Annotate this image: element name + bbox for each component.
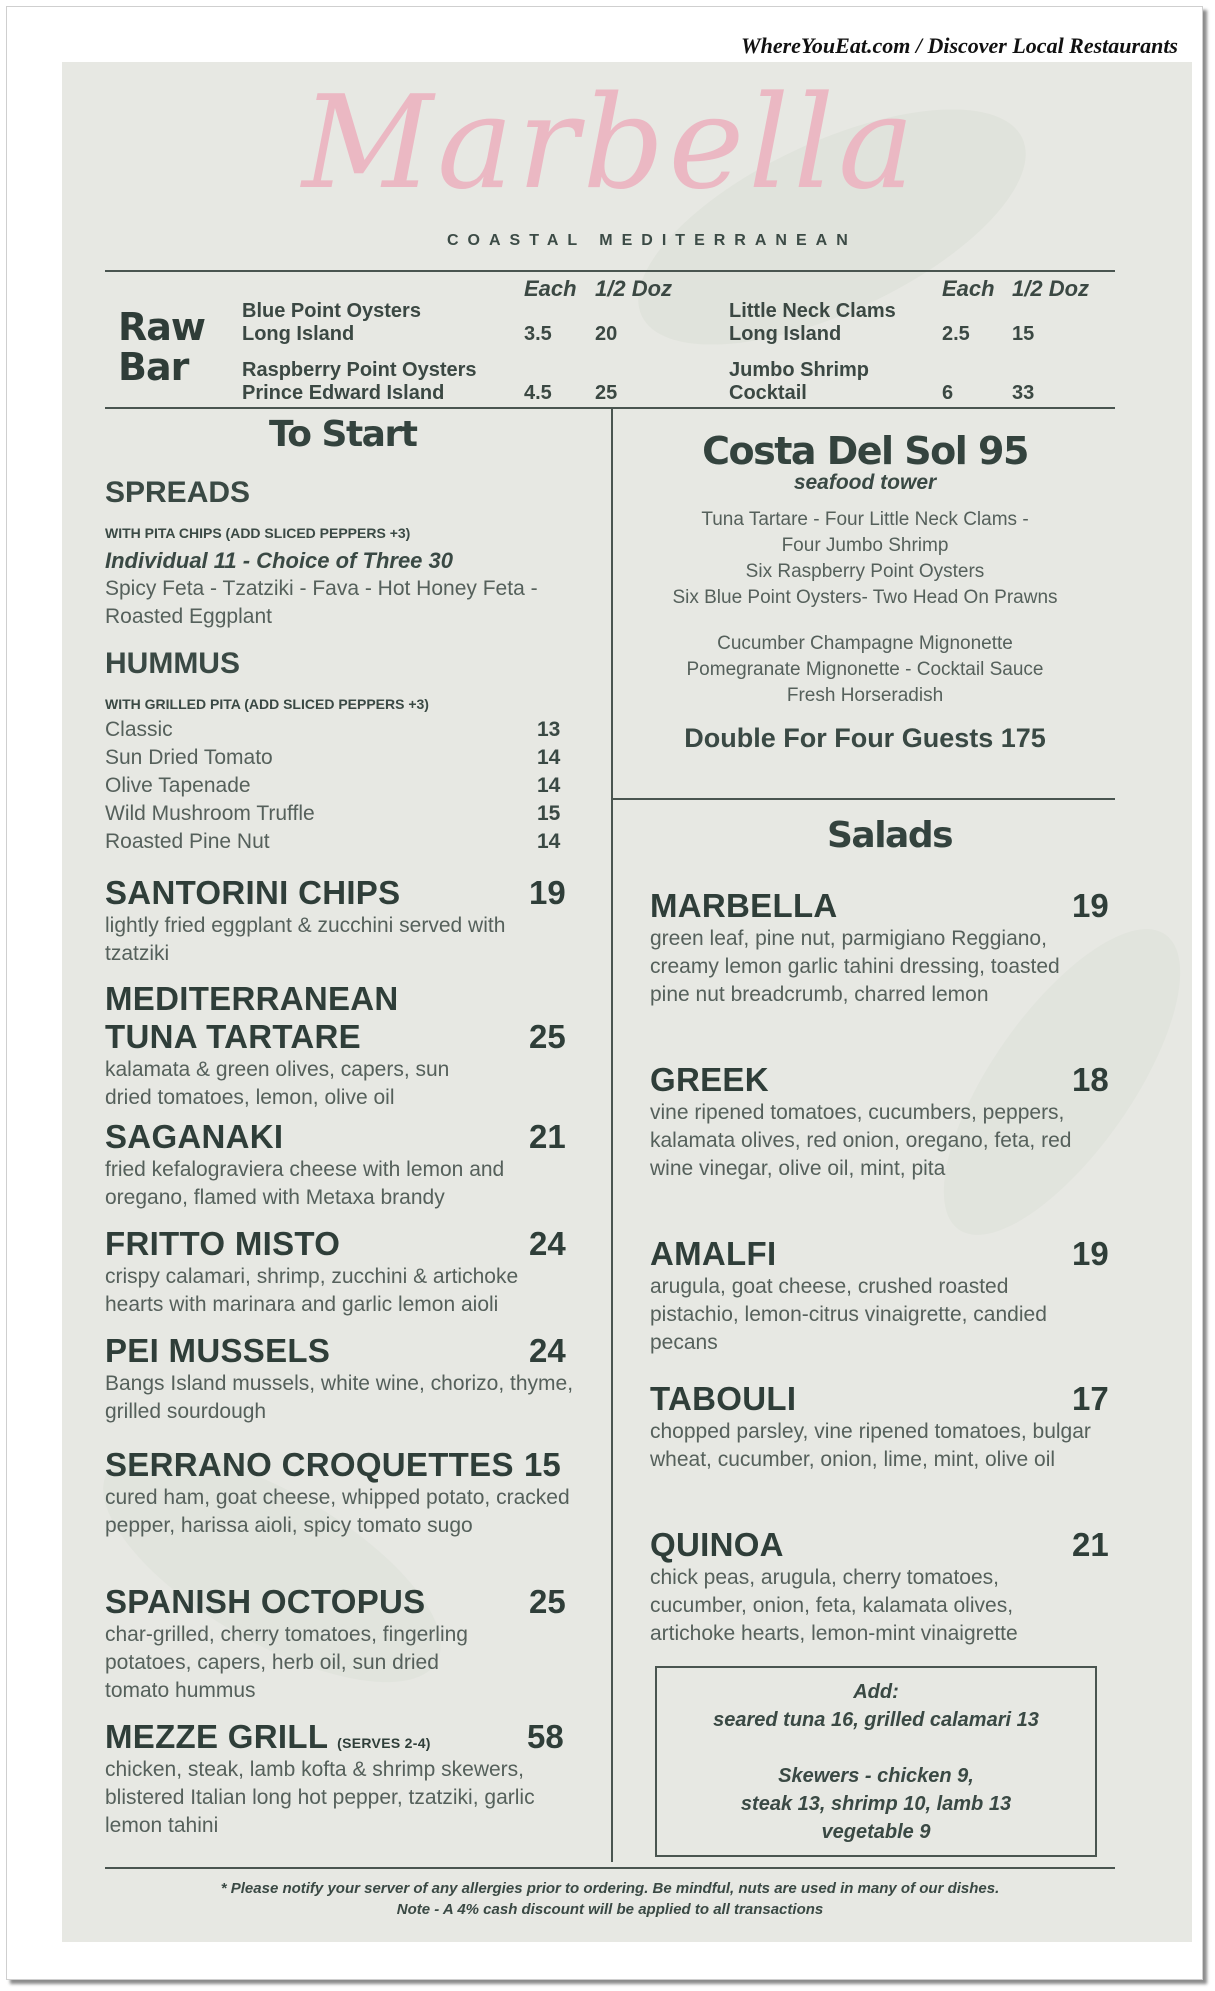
- allergy-note: * Please notify your server of any allergies prior to ordering. Be mindful, nuts are used in many of our dishes.: [220, 1880, 1000, 1897]
- tower-sauce-line: Pomegranate Mignonette - Cocktail Sauce: [686, 659, 1044, 680]
- raw-bar-item: Raspberry Point Oysters Prince Edward Island: [242, 359, 477, 404]
- hummus-item: Sun Dried Tomato: [105, 746, 273, 769]
- dish-name: PEI MUSSELS: [105, 1332, 331, 1369]
- hummus-price: 15: [537, 802, 561, 825]
- spreads-title: SPREADS: [105, 476, 251, 509]
- raw-bar-item: Little Neck Clams Long Island: [729, 300, 896, 345]
- salad-description: arugula, goat cheese, crushed roasted pistachio, lemon-citrus vinaigrette, candied pecans: [650, 1275, 1047, 1354]
- dish-price: 19: [529, 874, 566, 911]
- raw-bar-each-price: 3.5: [524, 323, 552, 345]
- dish-description: Bangs Island mussels, white wine, chorizo, thyme, grilled sourdough: [105, 1372, 574, 1423]
- hummus-price: 14: [537, 774, 561, 797]
- dish-price: 21: [529, 1118, 566, 1155]
- raw-bar-left-each-header: Each: [524, 276, 577, 301]
- brand-subtitle: COASTAL MEDITERRANEAN: [447, 232, 857, 249]
- tower-item-line: Four Jumbo Shrimp: [781, 535, 949, 556]
- dish-name: FRITTO MISTO: [105, 1225, 341, 1262]
- dish-name: SANTORINI CHIPS: [105, 874, 401, 911]
- raw-bar-each-price: 6: [942, 382, 954, 404]
- spreads-price-line: Individual 11 - Choice of Three 30: [105, 548, 454, 573]
- spreads-description: Spicy Feta - Tzatziki - Fava - Hot Honey Feta - Roasted Eggplant: [105, 577, 538, 628]
- raw-bar-top-rule: [105, 270, 1115, 272]
- salad-description: green leaf, pine nut, parmigiano Reggiano, creamy lemon garlic tahini dressing, toasted pine nut breadcrumb, charred lemon: [650, 927, 1060, 1006]
- dish-description: chicken, steak, lamb kofta & shrimp skewers, blistered Italian long hot pepper, tzatziki, garlic lemon tahini: [105, 1758, 535, 1837]
- dish-description: char-grilled, cherry tomatoes, fingerling potatoes, capers, herb oil, sun dried tomato hummus: [105, 1623, 468, 1702]
- tower-subtitle: seafood tower: [793, 471, 937, 494]
- tower-item-line: Tuna Tartare - Four Little Neck Clams -: [701, 509, 1029, 530]
- raw-bar-item: Jumbo Shrimp Cocktail: [729, 359, 870, 404]
- footer: [105, 1880, 1115, 1918]
- salad-description: chopped parsley, vine ripened tomatoes, bulgar wheat, cucumber, onion, lime, mint, olive oil: [650, 1420, 1091, 1471]
- dish-price: 25: [529, 1018, 566, 1055]
- salad-name: GREEK: [650, 1061, 769, 1098]
- salad-name: QUINOA: [650, 1526, 784, 1563]
- hummus-title: HUMMUS: [105, 647, 240, 680]
- hummus-price: 13: [537, 718, 561, 741]
- salad-name: MARBELLA: [650, 887, 838, 924]
- menu-frame: [6, 6, 1203, 1980]
- raw-bar-right-each-header: Each: [942, 276, 995, 301]
- raw-bar-right-half-header: 1/2 Doz: [1012, 276, 1090, 301]
- dish-price: 25: [529, 1583, 566, 1620]
- raw-bar-half-price: 15: [1012, 323, 1035, 345]
- dish-price: 15: [524, 1446, 561, 1483]
- dish-price: 24: [529, 1332, 566, 1369]
- dish-name: SAGANAKI: [105, 1118, 284, 1155]
- salad-price: 17: [1072, 1380, 1109, 1417]
- dish-name: MEZZE GRILL (SERVES 2-4): [105, 1718, 431, 1755]
- dish-serves-note: (SERVES 2-4): [337, 1735, 431, 1751]
- spreads-note: WITH PITA CHIPS (ADD SLICED PEPPERS +3): [105, 525, 411, 541]
- raw-bar-each-price: 4.5: [524, 382, 552, 404]
- tower-item-line: Six Blue Point Oysters- Two Head On Prawns: [672, 587, 1058, 608]
- hummus-price: 14: [537, 830, 561, 853]
- dish-name: SPANISH OCTOPUS: [105, 1583, 426, 1620]
- salad-name: TABOULI: [650, 1380, 797, 1417]
- addons-skewers: vegetable 9: [821, 1821, 931, 1843]
- dish-name: MEDITERRANEAN TUNA TARTARE: [105, 980, 399, 1055]
- salad-price: 19: [1072, 1235, 1109, 1272]
- hummus-item: Wild Mushroom Truffle: [105, 802, 315, 825]
- tower-sauce-line: Fresh Horseradish: [786, 685, 944, 706]
- dish-description: kalamata & green olives, capers, sun dried tomatoes, lemon, olive oil: [105, 1058, 450, 1109]
- raw-bar-title: Raw Bar: [118, 305, 206, 389]
- tower-block: [615, 429, 1115, 754]
- salad-addons-box: [655, 1666, 1097, 1857]
- menu-page: [62, 62, 1192, 1942]
- addons-skewers: Skewers - chicken 9,: [778, 1765, 974, 1787]
- hummus-note: WITH GRILLED PITA (ADD SLICED PEPPERS +3): [105, 696, 429, 712]
- cash-discount-note: Note - A 4% cash discount will be applied to all transactions: [396, 1901, 824, 1918]
- raw-bar-item: Blue Point Oysters Long Island: [242, 300, 421, 345]
- dish-price: 24: [529, 1225, 566, 1262]
- tower-item-line: Six Raspberry Point Oysters: [745, 561, 985, 582]
- site-header[interactable]: WhereYouEat.com / Discover Local Restaurants: [741, 33, 1178, 58]
- dish-description: lightly fried eggplant & zucchini served with tzatziki: [105, 914, 506, 965]
- to-start-title: To Start: [269, 414, 417, 455]
- hummus-item: Olive Tapenade: [105, 774, 251, 797]
- addons-proteins: seared tuna 16, grilled calamari 13: [713, 1709, 1039, 1731]
- dish-description: fried kefalograviera cheese with lemon and oregano, flamed with Metaxa brandy: [105, 1158, 505, 1209]
- raw-bar-half-price: 25: [595, 382, 618, 404]
- salad-description: vine ripened tomatoes, cucumbers, peppers, kalamata olives, red onion, oregano, feta, red wine vinegar, olive oil, mint, pita: [650, 1101, 1072, 1180]
- salad-price: 19: [1072, 887, 1109, 924]
- salad-price: 18: [1072, 1061, 1109, 1098]
- dish-price: 58: [527, 1718, 564, 1755]
- salad-name: AMALFI: [650, 1235, 777, 1272]
- brand-logo: Marbella: [302, 69, 919, 218]
- salad-description: chick peas, arugula, cherry tomatoes, cucumber, onion, feta, kalamata olives, artichoke hearts, lemon-mint vinaigrette: [650, 1566, 1018, 1645]
- raw-bar-half-price: 33: [1012, 382, 1035, 404]
- salad-price: 21: [1072, 1526, 1109, 1563]
- raw-bar-left-half-header: 1/2 Doz: [595, 276, 673, 301]
- tower-bottom-rule: [613, 798, 1115, 800]
- raw-bar-half-price: 20: [595, 323, 618, 345]
- tower-title: Costa Del Sol 95: [702, 429, 1028, 473]
- addons-label: Add:: [853, 1681, 899, 1703]
- dish-name: SERRANO CROQUETTES: [105, 1446, 514, 1483]
- hummus-item: Classic: [105, 718, 173, 741]
- tower-double-price: Double For Four Guests 175: [684, 723, 1046, 753]
- salads-title: Salads: [827, 815, 953, 856]
- dish-description: crispy calamari, shrimp, zucchini & artichoke hearts with marinara and garlic lemon aioli: [105, 1265, 519, 1316]
- hummus-item: Roasted Pine Nut: [105, 830, 270, 853]
- tower-sauce-line: Cucumber Champagne Mignonette: [717, 633, 1013, 654]
- raw-bar-each-price: 2.5: [942, 323, 970, 345]
- addons-skewers: steak 13, shrimp 10, lamb 13: [740, 1793, 1012, 1815]
- column-divider: [611, 407, 613, 1862]
- footer-rule: [105, 1867, 1115, 1869]
- raw-bar-bottom-rule: [105, 407, 1115, 409]
- hummus-price: 14: [537, 746, 561, 769]
- dish-description: cured ham, goat cheese, whipped potato, cracked pepper, harissa aioli, spicy tomato sugo: [105, 1486, 570, 1537]
